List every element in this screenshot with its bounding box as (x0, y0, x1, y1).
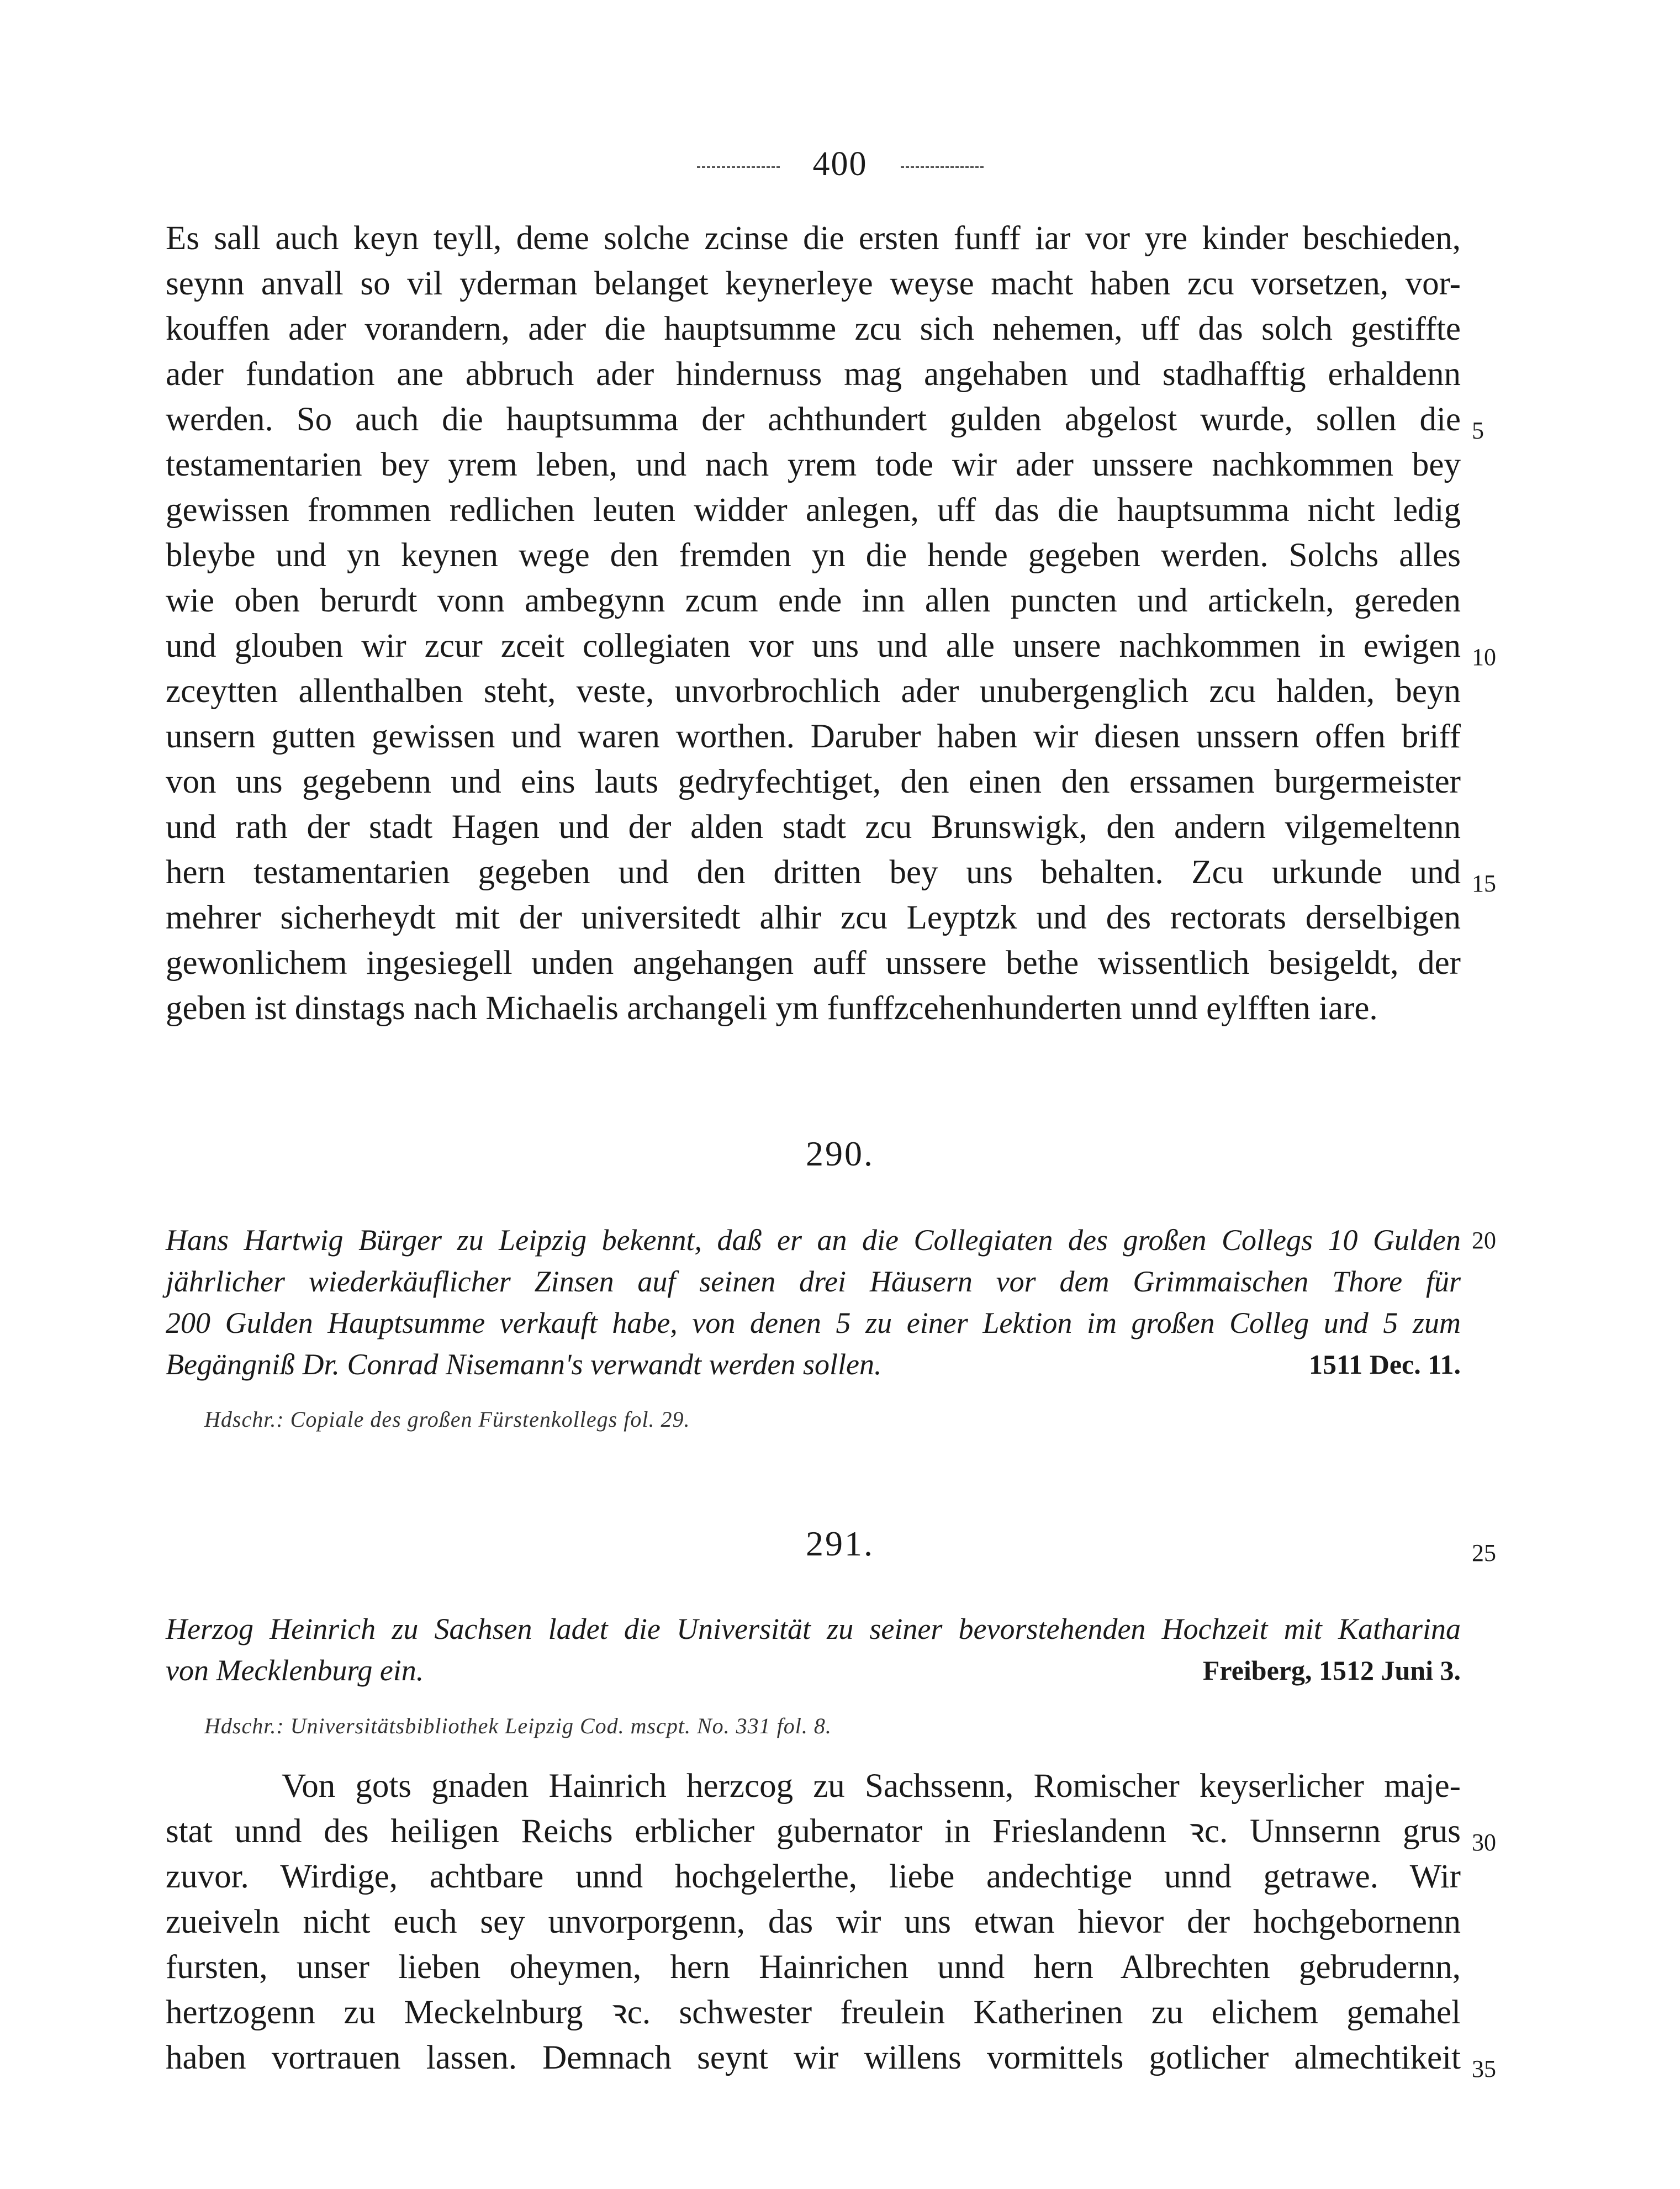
regest-line (166, 1650, 1461, 1691)
text-line: werden. So auch die hauptsumma der achthundert gulden abgelost wurde, sollen die (166, 401, 1461, 438)
regest-line: Hans Hartwig Bürger zu Leipzig bekennt, daß er an die Collegiaten des großen Collegs 10 Gulden (166, 1223, 1461, 1257)
text-line: ader fundation ane abbruch ader hindernuss mag angehaben und stadhafftig erhaldenn (166, 356, 1461, 393)
source-note-291 (204, 1710, 832, 1743)
document-number-291: 291. (806, 1524, 874, 1563)
header-rule-right (901, 166, 984, 168)
text-line: mehrer sicherheydt mit der universitedt alhir zcu Leyptzk und des rectorats derselbigen (166, 899, 1461, 936)
text-line: geben ist dinstags nach Michaelis archangeli ym funffzcehenhunderten unnd eylfften iare. (166, 990, 1378, 1027)
text-line: und rath der stadt Hagen und der alden stadt zcu Brunswigk, den andern vilgemeltenn (166, 809, 1461, 846)
text-line: hertzogenn zu Meckelnburg ꝛc. schwester freulein Katherinen zu elichem gemahel (166, 1994, 1461, 2031)
document-number-290: 290. (806, 1134, 874, 1173)
text-line: gewissen frommen redlichen leuten widder anlegen, uff das die hauptsumma nicht ledig (166, 492, 1461, 529)
text-line: fursten, unser lieben oheymen, hern Hainrichen unnd hern Albrechten gebrudernn, (166, 1949, 1461, 1986)
regest-line (166, 1344, 1461, 1385)
text-line: und glouben wir zcur zceit collegiaten vor uns und alle unsere nachkommen in ewigen (166, 627, 1461, 664)
text-line: von uns gegebenn und eins lauts gedryfechtiget, den einen den erssamen burgermeister (166, 763, 1461, 800)
source-note-290 (204, 1403, 690, 1436)
line-number: 5 (1472, 417, 1484, 444)
text-line: unsern gutten gewissen und waren worthen. Daruber haben wir diesen unssern offen briff (166, 718, 1461, 755)
text-line: wie oben berurdt vonn ambegynn zcum ende inn allen puncten und artickeln, gereden (166, 582, 1461, 619)
text-line: gewonlichem ingesiegell unden angehangen auff unssere bethe wissentlich besigeldt, der (166, 945, 1461, 982)
text-line: zceytten allenthalben steht, veste, unvorbrochlich ader unubergenglich zcu halden, beyn (166, 673, 1461, 710)
text-line: stat unnd des heiligen Reichs erblicher gubernator in Frieslandenn ꝛc. Unnsernn grus (166, 1813, 1461, 1850)
page-number: 400 (812, 145, 868, 183)
line-number: 25 (1472, 1539, 1496, 1566)
text-line: hern testamentarien gegeben und den dritten bey uns behalten. Zcu urkunde und (166, 854, 1461, 891)
regest-line: 200 Gulden Hauptsumme verkauft habe, von denen 5 zu einer Lektion im großen Colleg und 5 zum (166, 1306, 1461, 1339)
source-text: Copiale des großen Fürstenkollegs fol. 29. (290, 1407, 690, 1432)
text-line: zueiveln nicht euch sey unvorporgenn, das wir uns etwan hievor der hochgebornenn (166, 1903, 1461, 1940)
line-number: 20 (1472, 1227, 1496, 1254)
header-rule-left (697, 166, 780, 168)
line-number: 15 (1472, 870, 1496, 897)
regest-text: Begängniß Dr. Conrad Nisemann's verwandt werden sollen. (166, 1348, 882, 1381)
regest-line: jährlicher wiederkäuflicher Zinsen auf seinen drei Häusern vor dem Grimmaischen Thore für (166, 1265, 1461, 1298)
regest-text: von Mecklenburg ein. (166, 1654, 424, 1687)
text-line: seynn anvall so vil yderman belanget keynerleye weyse macht haben zcu vorsetzen, vor- (166, 265, 1461, 302)
document-date: Freiberg, 1512 Juni 3. (1202, 1655, 1461, 1686)
text-line: Von gots gnaden Hainrich herzcog zu Sachssenn, Romischer keyserlicher maje- (282, 1768, 1461, 1805)
text-line: zuvor. Wirdige, achtbare unnd hochgelerthe, liebe andechtige unnd getrawe. Wir (166, 1858, 1461, 1895)
source-text: Universitätsbibliothek Leipzig Cod. mscpt. No. 331 fol. 8. (290, 1713, 832, 1738)
regest-line: Herzog Heinrich zu Sachsen ladet die Universität zu seiner bevorstehenden Hochzeit mit Katharina (166, 1612, 1461, 1645)
text-line: bleybe und yn keynen wege den fremden yn die hende gegeben werden. Solchs alles (166, 537, 1461, 574)
line-number: 35 (1472, 2055, 1496, 2082)
text-line: Es sall auch keyn teyll, deme solche zcinse die ersten funff iar vor yre kinder beschieden, (166, 220, 1461, 257)
source-label: Hdschr.: (204, 1407, 284, 1432)
line-number: 30 (1472, 1829, 1496, 1856)
text-line: testamentarien bey yrem leben, und nach yrem tode wir ader unssere nachkommen bey (166, 446, 1461, 483)
line-number: 10 (1472, 643, 1496, 671)
source-label: Hdschr.: (204, 1713, 284, 1738)
page-header (0, 145, 1680, 184)
text-line: kouffen ader vorandern, ader die hauptsumme zcu sich nehemen, uff das solch gestiffte (166, 310, 1461, 347)
document-date: 1511 Dec. 11. (1309, 1349, 1461, 1380)
text-line: haben vortrauen lassen. Demnach seynt wir willens vormittels gotlicher almechtikeit (166, 2039, 1461, 2076)
